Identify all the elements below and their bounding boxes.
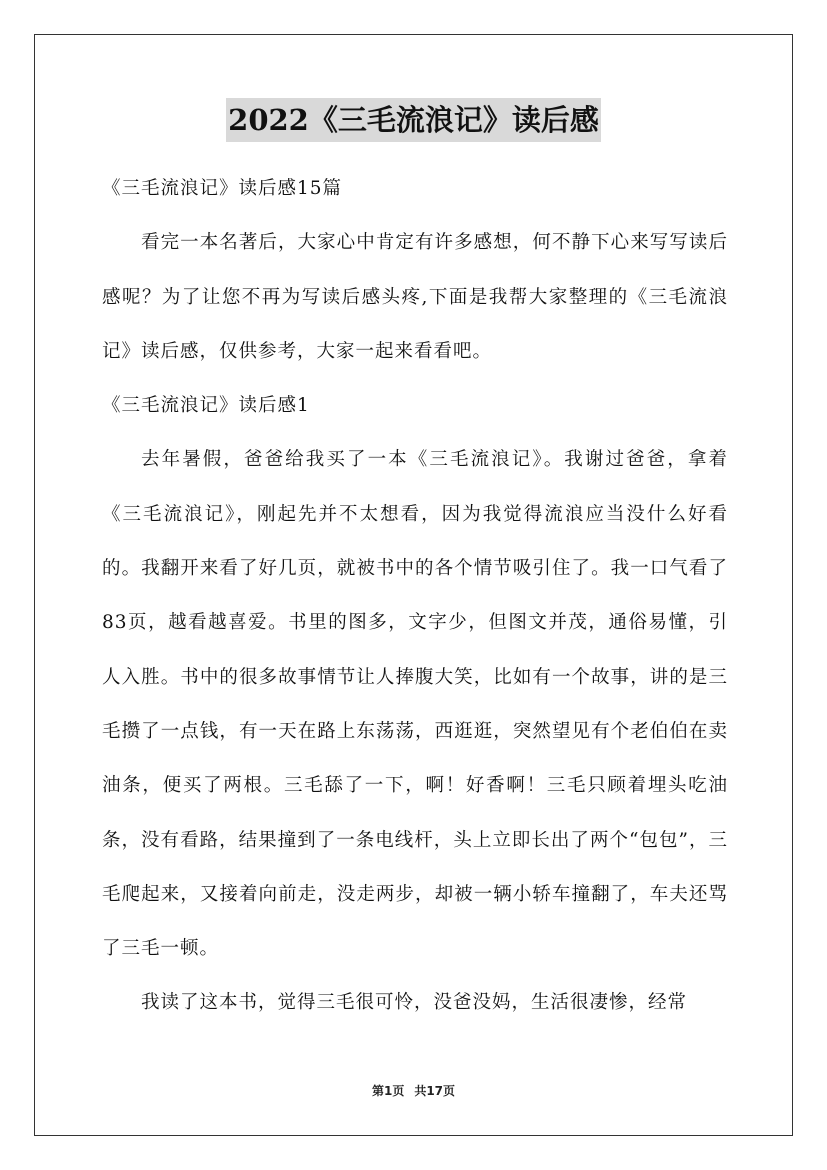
page-number: 第1页 [371,1084,405,1098]
document-title: 2022《三毛流浪记》读后感 [226,98,601,142]
title-container [0,98,827,142]
paragraph-body: 我读了这本书，觉得三毛很可怜，没爸没妈，生活很凄惨，经常 [141,992,688,1014]
paragraph-intro: 看完一本名著后，大家心中肯定有许多感想，何不静下心来写写读后感呢？为了让您不再为写读后感头疼,下面是我帮大家整理的《三毛流浪记》读后感，仅供参考，大家一起来看看吧。 [102,232,728,362]
paragraph-subtitle: 《三毛流浪记》读后感15篇 [102,178,343,199]
page-total: 共17页 [414,1084,456,1098]
paragraph-section-heading: 《三毛流浪记》读后感1 [102,395,310,417]
page-footer [0,1083,827,1099]
paragraph-body: 去年暑假，爸爸给我买了一本《三毛流浪记》。我谢过爸爸，拿着《三毛流浪记》，刚起先并不太想看，因为我觉得流浪应当没什么好看的。我翻开来看了好几页，就被书中的各个情节吸引住了。我一口气看了83页，越看越喜爱。书里的图多，文字少，但图文并茂，通俗易懂，引人入胜。书中的很多故事情节让人捧腹大笑，比如有一个故事，讲的是三毛攒了一点钱，有一天在路上东荡荡，西逛逛，突然望见有个老伯伯在卖油条，便买了两根。三毛舔了一下，啊！好香啊！三毛只顾着埋头吃油条，没有看路，结果撞到了一条电线杆，头上立即长出了两个“包包”，三毛爬起来，又接着向前走，没走两步，却被一辆小轿车撞翻了，车夫还骂了三毛一顿。 [102,449,728,960]
document-body [102,162,728,1031]
